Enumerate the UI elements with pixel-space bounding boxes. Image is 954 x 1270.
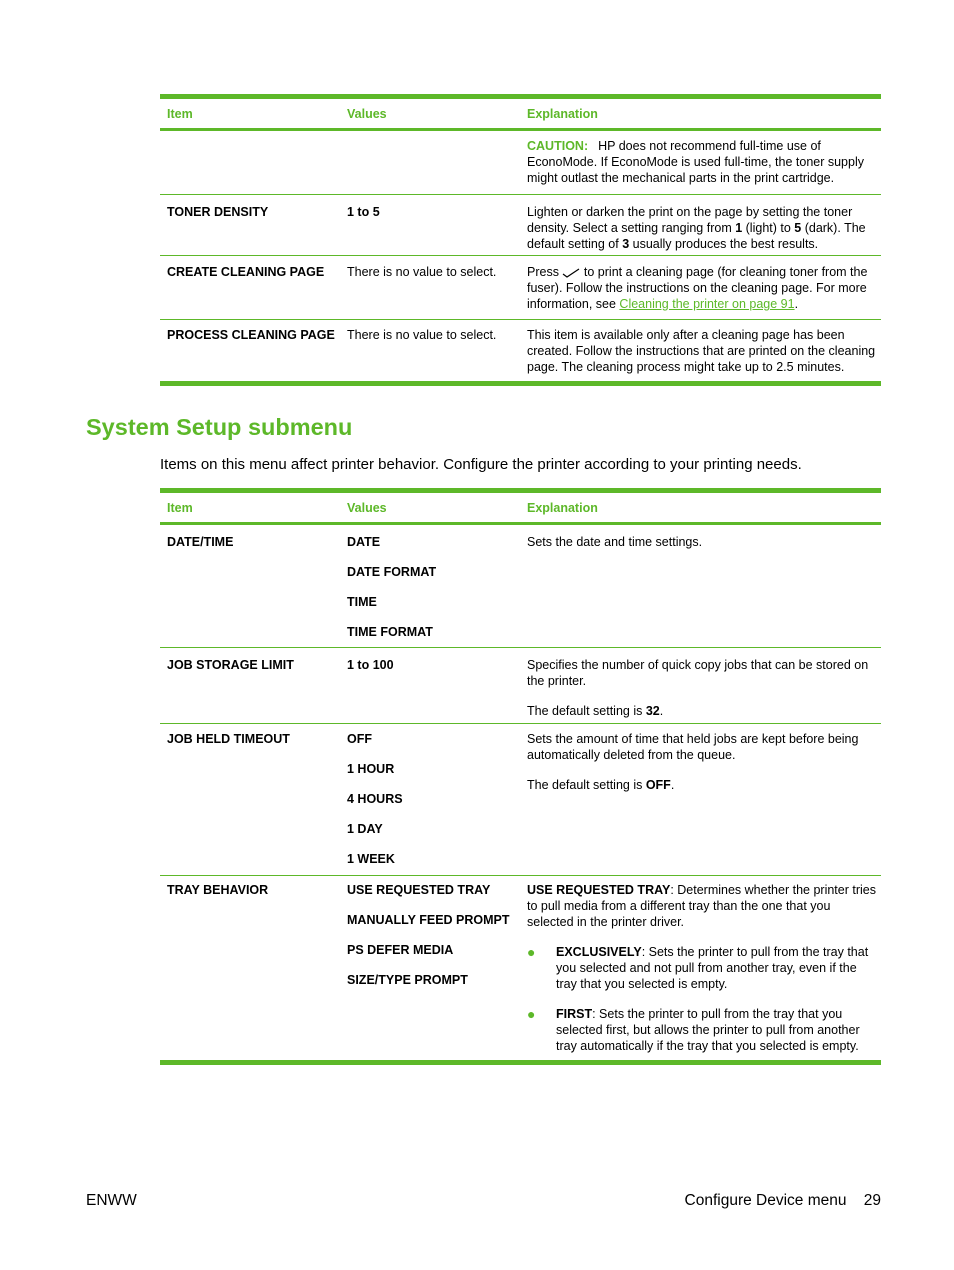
item-explanation: Sets the date and time settings. xyxy=(527,535,703,549)
table-header xyxy=(160,99,881,128)
table-row-date-time xyxy=(160,525,881,648)
item-name: JOB HELD TIMEOUT xyxy=(167,732,290,746)
table-bottom-rule xyxy=(160,381,881,386)
header-values: Values xyxy=(347,106,387,121)
item-name: PROCESS CLEANING PAGE xyxy=(167,328,335,342)
header-item: Item xyxy=(167,500,193,515)
table-bottom-rule xyxy=(160,1060,881,1065)
item-explanation: Press to print a cleaning page (for cleaning toner from the fuser). Follow the instructions on the cleaning page. For more information, see Cleaning the printer on page 91. xyxy=(527,265,868,311)
table-row-create-cleaning-page xyxy=(160,256,881,320)
header-item: Item xyxy=(167,106,193,121)
item-explanation: Sets the amount of time that held jobs are kept before being automatically deleted from the queue. The default setting is OFF. xyxy=(527,732,859,792)
list-item: ● FIRST: Sets the printer to pull from the tray that you selected first, but allows the printer to pull from another tray automatically if the tray that you selected is empty. xyxy=(527,1006,860,1053)
caution-text: HP does not recommend full-time use of EconoMode. If EconoMode is used full-time, the toner supply might outlast the mechanical parts in the print cartridge. xyxy=(527,139,864,185)
caution-label: CAUTION: xyxy=(527,139,589,153)
cleaning-page-link[interactable]: Cleaning the printer on page 91 xyxy=(619,297,795,311)
item-value: 1 to 100 xyxy=(347,658,394,672)
item-name: TONER DENSITY xyxy=(167,205,269,219)
item-values: DATE DATE FORMAT TIME TIME FORMAT xyxy=(347,535,437,639)
item-explanation: Specifies the number of quick copy jobs that can be stored on the printer. The default setting is 32. xyxy=(527,658,869,718)
section-title: System Setup submenu xyxy=(86,414,353,440)
bullet-icon: ● xyxy=(527,944,536,960)
table-header xyxy=(160,493,881,522)
footer-left: ENWW xyxy=(86,1192,137,1209)
item-name: CREATE CLEANING PAGE xyxy=(167,265,325,279)
table-row-process-cleaning-page xyxy=(160,320,881,381)
table-row-caution xyxy=(160,131,881,195)
item-explanation: Lighten or darken the print on the page by setting the toner density. Select a setting ranging from 1 (light) to 5 (dark). The default setting of 3 usually produces the best results. xyxy=(527,205,866,251)
item-name: DATE/TIME xyxy=(167,535,234,549)
item-explanation: This item is available only after a cleaning page has been created. Follow the instructions that are printed on the cleaning page. The cleaning process might take up to 2.5 minutes. xyxy=(527,328,876,374)
header-values: Values xyxy=(347,500,387,515)
menu-table-2 xyxy=(160,488,881,1065)
item-name: JOB STORAGE LIMIT xyxy=(167,658,294,672)
table-row-job-held-timeout xyxy=(160,724,881,876)
header-explanation: Explanation xyxy=(527,500,598,515)
list-item: ● EXCLUSIVELY: Sets the printer to pull from the tray that you selected and not pull from another tray, even if the tray that you selected is empty. xyxy=(527,944,869,991)
table-row-tray-behavior xyxy=(160,876,881,1060)
table-row-job-storage-limit xyxy=(160,648,881,724)
page-number: 29 xyxy=(863,1192,881,1209)
item-value: There is no value to select. xyxy=(347,265,497,279)
section-intro: Items on this menu affect printer behavior. Configure the printer according to your printing needs. xyxy=(160,456,802,473)
footer-right xyxy=(685,1192,881,1210)
checkmark-icon xyxy=(562,268,580,278)
item-values: USE REQUESTED TRAY MANUALLY FEED PROMPT PS DEFER MEDIA SIZE/TYPE PROMPT xyxy=(347,883,510,987)
item-name: TRAY BEHAVIOR xyxy=(167,883,269,897)
item-values: OFF 1 HOUR 4 HOURS 1 DAY 1 WEEK xyxy=(347,732,403,866)
item-value: 1 to 5 xyxy=(347,205,380,219)
menu-table-1 xyxy=(160,94,881,386)
item-explanation: USE REQUESTED TRAY: Determines whether the printer tries to pull media from a different tray than the one that you selected in the printer driver. ● EXCLUSIVELY: Sets the printer to pull from the tray that you selected and not pull from another tray, even if the tray that you selected is empty. ● FIRST: Sets the printer to pull from the tray that you selected first, but allows the printer to pull from another tray automatically if the tray that you selected is empty. xyxy=(527,883,876,1053)
item-value: There is no value to select. xyxy=(347,328,497,342)
bullet-icon: ● xyxy=(527,1006,536,1022)
header-explanation: Explanation xyxy=(527,106,598,121)
footer-chapter: Configure Device menu xyxy=(684,1192,847,1209)
table-row-toner-density xyxy=(160,195,881,256)
